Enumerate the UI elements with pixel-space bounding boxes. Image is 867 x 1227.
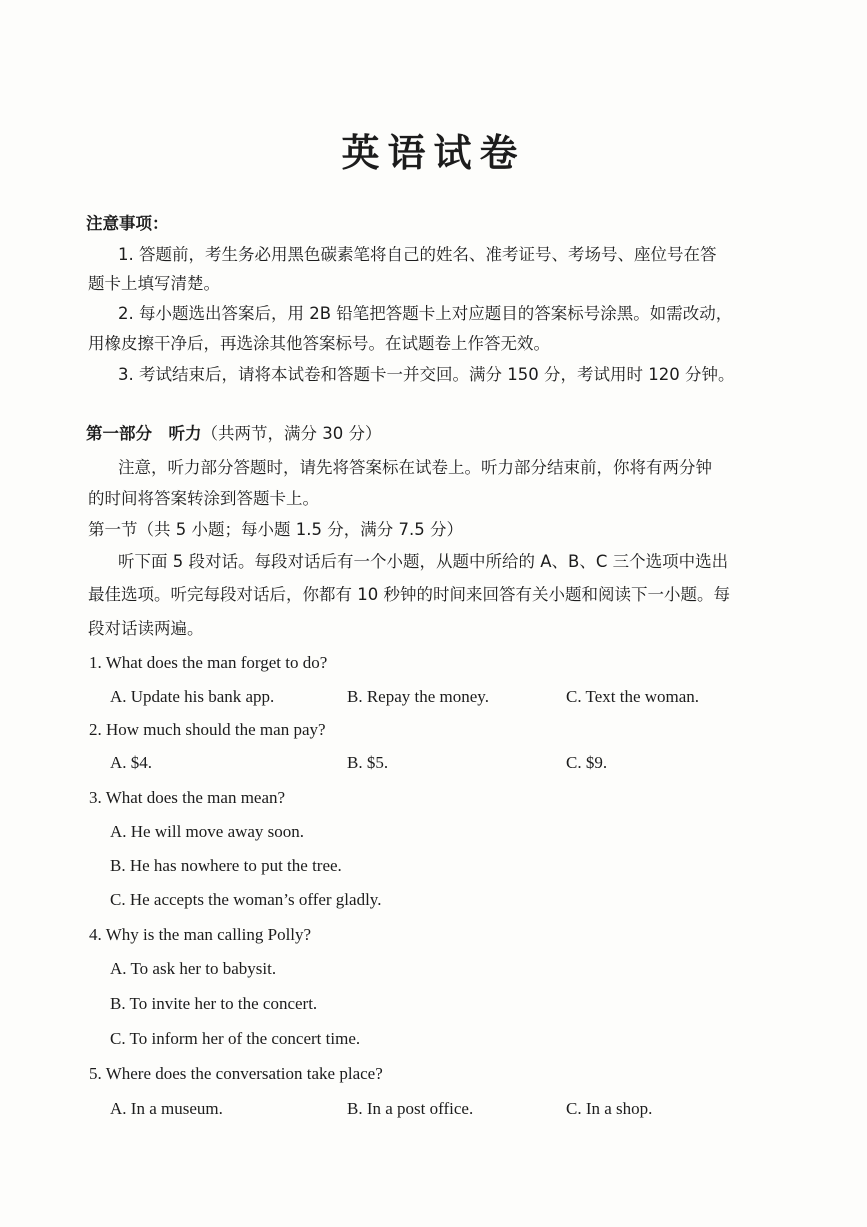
question-1-option-c: C. Text the woman.: [566, 687, 700, 706]
question-3-option-c: C. He accepts the woman’s offer gladly.: [110, 890, 382, 909]
section1-instruction-line-3: 段对话读两遍。: [88, 619, 204, 638]
question-1: 1. What does the man forget to do?: [89, 653, 328, 672]
section1-instruction-line-1: 听下面 5 段对话。每段对话后有一个小题，从题中所给的 A、B、C 三个选项中选出: [118, 552, 729, 571]
part1-note-line-1: 注意，听力部分答题时，请先将答案标在试卷上。听力部分结束前，你将有两分钟: [118, 458, 712, 477]
section1-instruction-line-2: 最佳选项。听完每段对话后，你都有 10 秒钟的时间来回答有关小题和阅读下一小题。每: [88, 585, 730, 604]
part1-heading: [86, 422, 382, 446]
question-1-option-b: B. Repay the money.: [347, 687, 489, 706]
notice-item-1-line-1: 1. 答题前，考生务必用黑色碳素笔将自己的姓名、准考证号、考场号、座位号在答: [118, 245, 717, 264]
question-2-option-a: A. $4.: [110, 753, 153, 772]
notice-item-2-line-1: 2. 每小题选出答案后，用 2B 铅笔把答题卡上对应题目的答案标号涂黑。如需改动，: [118, 304, 733, 323]
question-5-option-a: A. In a museum.: [110, 1099, 223, 1118]
question-5-option-c: C. In a shop.: [566, 1099, 653, 1118]
question-4-option-c: C. To inform her of the concert time.: [110, 1029, 361, 1048]
question-1-option-a: A. Update his bank app.: [110, 687, 275, 706]
question-2-option-b: B. $5.: [347, 753, 389, 772]
question-3-option-b: B. He has nowhere to put the tree.: [110, 856, 342, 875]
notice-item-1-line-2: 题卡上填写清楚。: [88, 274, 220, 293]
question-4: 4. Why is the man calling Polly?: [89, 925, 312, 944]
section1-heading: 第一节（共 5 小题；每小题 1.5 分，满分 7.5 分）: [88, 520, 463, 539]
part1-note-line-2: 的时间将答案转涂到答题卡上。: [88, 489, 319, 508]
question-3: 3. What does the man mean?: [89, 788, 286, 807]
page-title: 英语试卷: [341, 130, 526, 175]
notice-heading: 注意事项：: [86, 214, 169, 233]
question-4-option-b: B. To invite her to the concert.: [110, 994, 318, 1013]
notice-item-2-line-2: 用橡皮擦干净后，再选涂其他答案标号。在试题卷上作答无效。: [88, 334, 550, 353]
question-4-option-a: A. To ask her to babysit.: [110, 959, 277, 978]
question-2-option-c: C. $9.: [566, 753, 608, 772]
notice-item-3-line-1: 3. 考试结束后，请将本试卷和答题卡一并交回。满分 150 分，考试用时 120 分钟。: [118, 365, 735, 384]
question-3-option-a: A. He will move away soon.: [110, 822, 305, 841]
question-2: 2. How much should the man pay?: [89, 720, 326, 739]
question-5-option-b: B. In a post office.: [347, 1099, 474, 1118]
part1-heading-title: 第一部分 听力: [86, 424, 202, 443]
question-5: 5. Where does the conversation take place?: [89, 1064, 383, 1083]
part1-heading-detail: （共两节，满分 30 分）: [201, 424, 382, 443]
